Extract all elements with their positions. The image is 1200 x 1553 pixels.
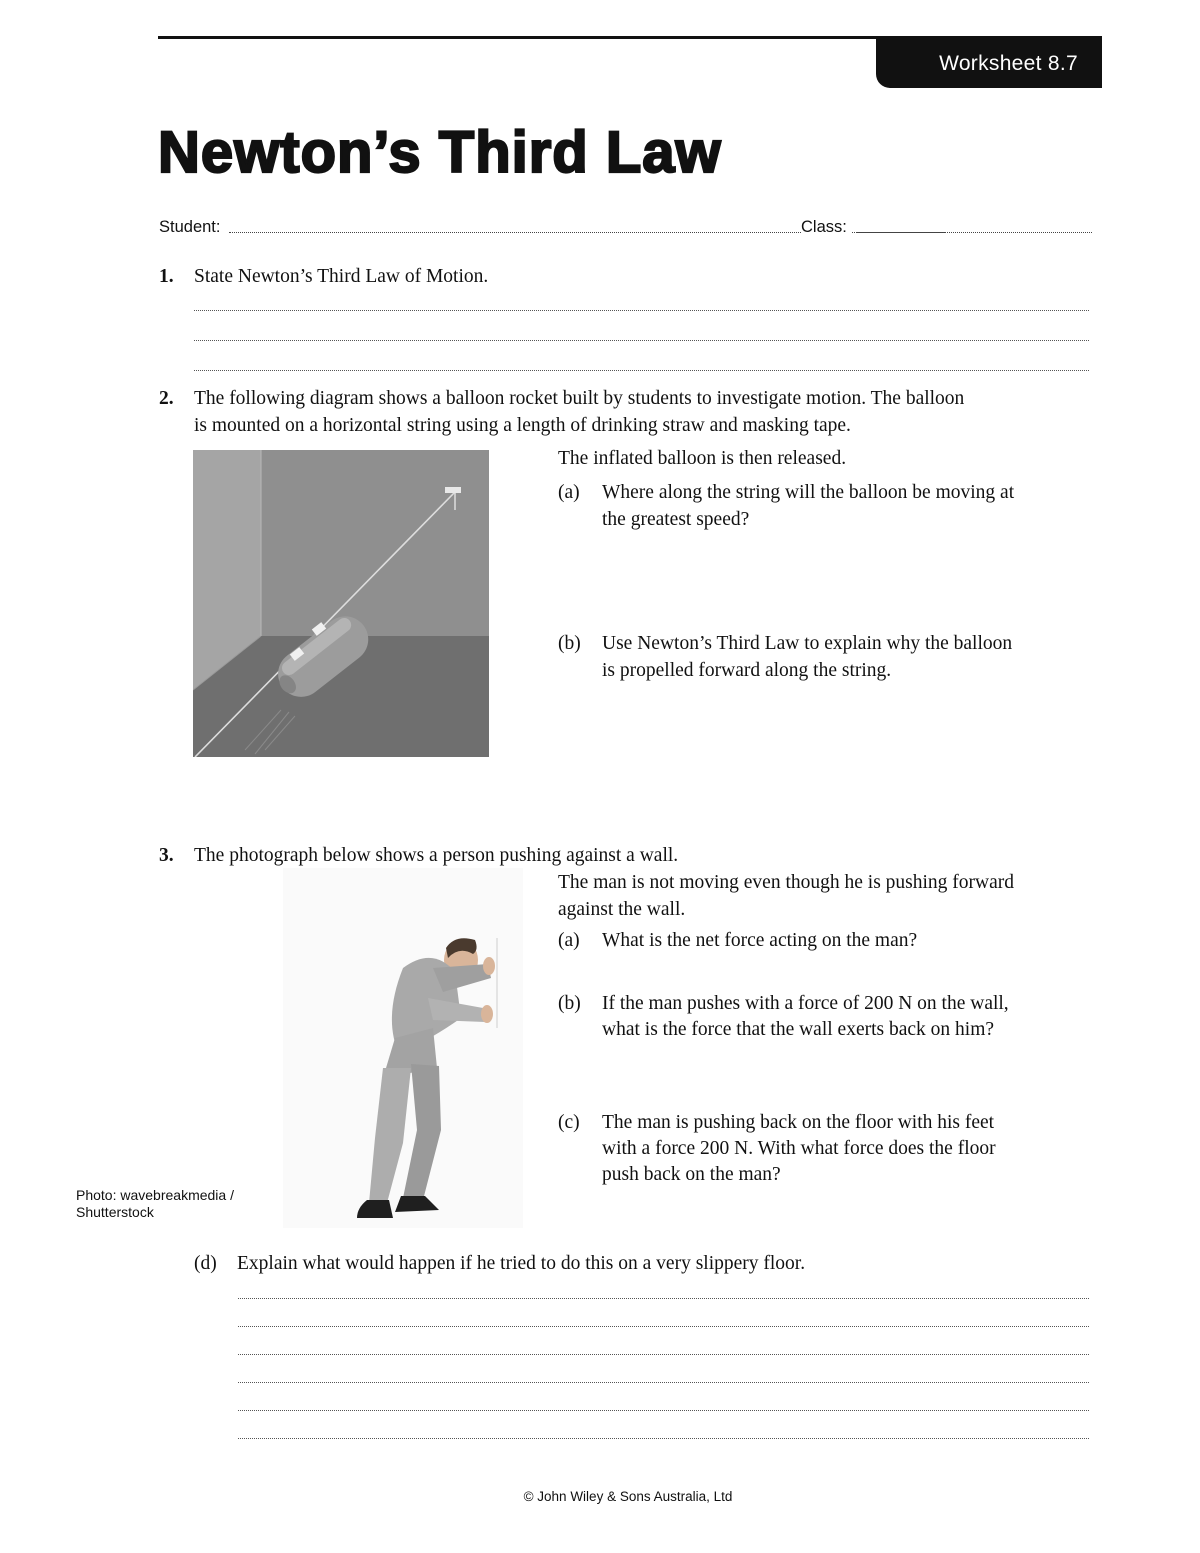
q3d-answer-line-5[interactable]: [238, 1410, 1089, 1411]
q2b-line-2: is propelled forward along the string.: [602, 660, 892, 681]
q3d-answer-line-4[interactable]: [238, 1382, 1089, 1383]
q3-number: 3.: [159, 845, 174, 866]
q3b-line-2: what is the force that the wall exerts back on him?: [602, 1019, 995, 1040]
photo-credit-line-2: Shutterstock: [76, 1204, 154, 1220]
q3d-answer-line-2[interactable]: [238, 1326, 1089, 1327]
class-field[interactable]: [856, 231, 1092, 233]
q3a-text: What is the net force acting on the man?: [602, 930, 918, 951]
worksheet-tab: Worksheet 8.7: [876, 39, 1102, 88]
q2b-label: (b): [558, 633, 581, 654]
q3c-line-2: with a force 200 N. With what force does the floor: [602, 1138, 996, 1159]
q1-number: 1.: [159, 266, 174, 287]
q2-released-text: The inflated balloon is then released.: [558, 448, 847, 469]
class-label: Class:: [801, 215, 851, 239]
q3d-label: (d): [194, 1253, 217, 1274]
balloon-rocket-image: [193, 450, 489, 757]
q1-answer-line-1[interactable]: [194, 310, 1089, 311]
page-title: Newton’s Third Law: [158, 120, 722, 185]
q3a-label: (a): [558, 930, 580, 951]
q1-text: State Newton’s Third Law of Motion.: [194, 266, 489, 287]
q2a-line-2: the greatest speed?: [602, 509, 750, 530]
q3-intro: The photograph below shows a person pushing against a wall.: [194, 845, 679, 866]
q3b-line-1: If the man pushes with a force of 200 N on the wall,: [602, 993, 1009, 1014]
q3d-answer-line-1[interactable]: [238, 1298, 1089, 1299]
q3c-line-3: push back on the man?: [602, 1164, 781, 1185]
q3-context-line-1: The man is not moving even though he is pushing forward: [558, 872, 1015, 893]
q3d-answer-line-3[interactable]: [238, 1354, 1089, 1355]
man-pushing-wall-photo: [283, 868, 523, 1228]
photo-credit: [76, 1187, 234, 1221]
student-label: Student:: [159, 215, 224, 239]
q2a-label: (a): [558, 482, 580, 503]
q3b-label: (b): [558, 993, 581, 1014]
photo-credit-line-1: Photo: wavebreakmedia /: [76, 1187, 234, 1203]
q3c-line-1: The man is pushing back on the floor with his feet: [602, 1112, 995, 1133]
q3d-text: Explain what would happen if he tried to do this on a very slippery floor.: [237, 1253, 806, 1274]
q1-answer-line-2[interactable]: [194, 340, 1089, 341]
q1-answer-line-3[interactable]: [194, 370, 1089, 371]
footer-copyright: © John Wiley & Sons Australia, Ltd: [523, 1489, 733, 1504]
balloon-rocket-diagram: [193, 450, 489, 757]
student-class-row: [159, 215, 1094, 239]
q3c-label: (c): [558, 1112, 580, 1133]
q2a-line-1: Where along the string will the balloon be moving at: [602, 482, 1015, 503]
q2-number: 2.: [159, 388, 174, 409]
q2-line-1: The following diagram shows a balloon rocket built by students to investigate motion. The balloon: [194, 388, 965, 409]
man-pushing-wall-image: [283, 868, 523, 1228]
q3-context-line-2: against the wall.: [558, 899, 686, 920]
q3d-answer-line-6[interactable]: [238, 1438, 1089, 1439]
q2b-line-1: Use Newton’s Third Law to explain why the balloon: [602, 633, 1013, 654]
q2-line-2: is mounted on a horizontal string using a length of drinking straw and masking tape.: [194, 415, 851, 436]
